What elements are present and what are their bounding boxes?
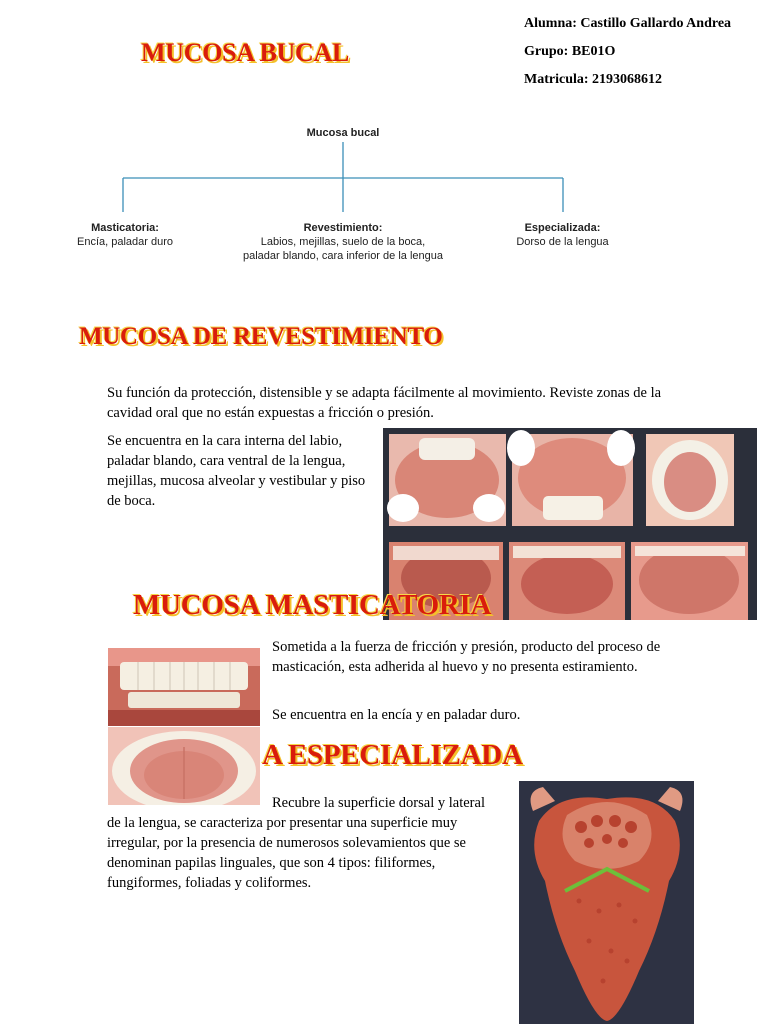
masticatoria-paragraph-1: Sometida a la fuerza de fricción y presión, producto del proceso de masticación, esta adherida al huevo y no presenta estiramiento.	[272, 639, 661, 675]
student-group: Grupo: BE01O	[524, 44, 616, 59]
diagram-root: Mucosa bucal	[306, 127, 380, 139]
student-matricula: Matricula: 2193068612	[524, 72, 663, 87]
palate-graphic	[108, 727, 260, 805]
teeth-gums-photo	[108, 648, 260, 726]
hard-palate-photo	[108, 727, 260, 805]
revestimiento-paragraph-2: Se encuentra en la cara interna del labio, paladar blando, cara ventral de la lengua, mejillas, mucosa alveolar y vestibular y piso de boca.	[107, 433, 366, 509]
diagram-node-masticatoria: Masticatoria: Encía, paladar duro	[76, 222, 173, 248]
section-title-revestimiento: MUCOSA DE REVESTIMIENTO	[79, 323, 443, 350]
section-title-especializada: A ESPECIALIZADA	[262, 739, 523, 771]
especializada-paragraph-body: de la lengua, se caracteriza por presentar una superficie muy irregular, por la presencia de numerosos solevamientos que se denominan papilas linguales, que son 4 tipos: filiformes, fungiformes, foliadas y coliformes.	[107, 815, 466, 891]
classification-diagram	[60, 120, 680, 270]
student-name: Alumna: Castillo Gallardo Andrea	[524, 16, 732, 31]
masticatoria-paragraph-2: Se encuentra en la encía y en paladar duro.	[272, 707, 521, 723]
diagram-node-especializada: Especializada: Dorso de la lengua	[516, 222, 609, 248]
tongue-anatomy-illustration	[519, 781, 694, 1024]
revestimiento-paragraph-1: Su función da protección, distensible y se adapta fácilmente al movimiento. Reviste zonas de la cavidad oral que no están expuestas a fricción o presión.	[107, 385, 662, 421]
tongue-graphic	[519, 781, 694, 1024]
section-title-masticatoria: MUCOSA MASTICATORIA	[133, 589, 492, 621]
diagram-node-revestimiento: Revestimiento: Labios, mejillas, suelo de la boca, paladar blando, cara inferior de la lengua	[243, 222, 443, 262]
page-title: MUCOSA BUCAL	[141, 38, 350, 67]
especializada-paragraph-lead: Recubre la superficie dorsal y lateral	[272, 795, 485, 811]
teeth-graphic	[108, 648, 260, 726]
